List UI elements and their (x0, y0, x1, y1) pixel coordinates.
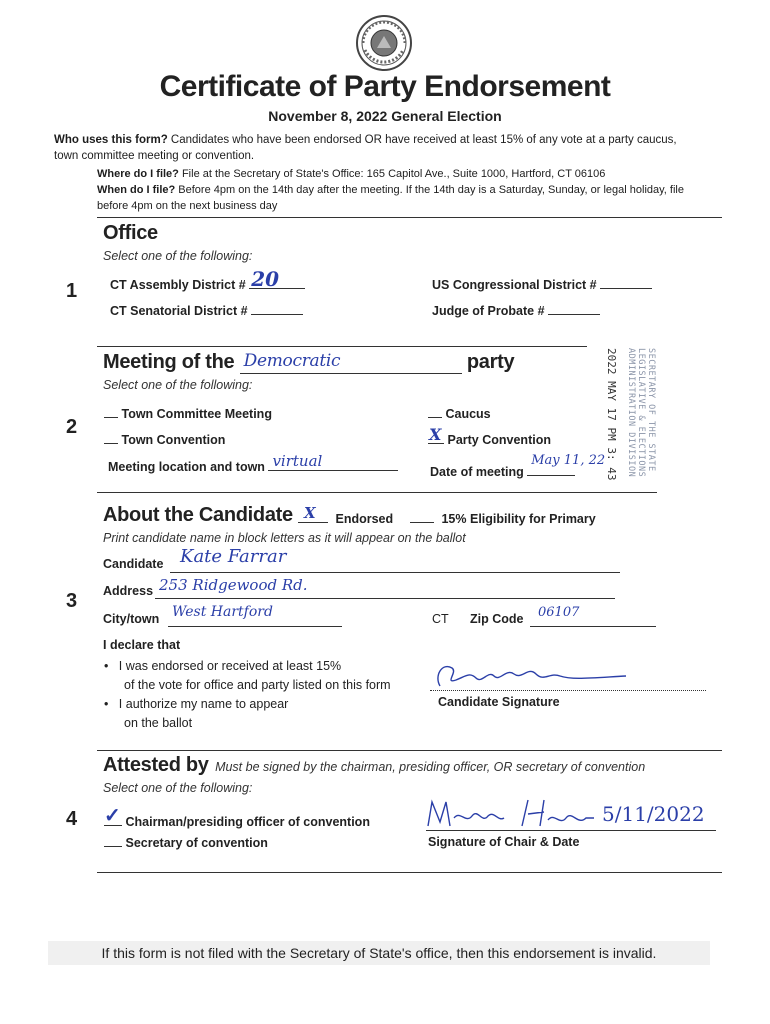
declaration-item: • I authorize my name to appear (104, 697, 289, 711)
town-committee-option[interactable] (104, 405, 272, 421)
town-convention-label: Town Convention (121, 433, 226, 447)
filing-info (97, 166, 707, 214)
secretary-checkbox[interactable] (104, 834, 122, 847)
ct-assembly-value: 20 (251, 267, 280, 291)
where-label: Where do I file? (97, 168, 179, 180)
received-stamp (590, 348, 660, 498)
section-4-heading: Attested by (103, 754, 209, 776)
endorsed-label: Endorsed (335, 512, 394, 526)
chair-label: Chairman/presiding officer of convention (125, 815, 370, 829)
section-4-instruction: Select one of the following: (103, 781, 253, 795)
declaration-item: • I was endorsed or received at least 15% (104, 659, 342, 673)
meeting-location-value: virtual (272, 452, 323, 470)
chair-option[interactable] (104, 805, 370, 829)
state-value: CT (432, 612, 449, 626)
chair-signature-field[interactable] (426, 800, 716, 831)
form-title: Certificate of Party Endorsement (159, 70, 611, 103)
declaration-item-cont (104, 676, 391, 695)
section-4-note: Must be signed by the chairman, presiding officer, OR secretary of convention (215, 760, 646, 774)
meeting-date-field[interactable] (430, 453, 606, 479)
chair-signature-date: 5/11/2022 (602, 802, 705, 826)
zip-label: Zip Code (470, 612, 524, 626)
eligibility-label: 15% Eligibility for Primary (441, 512, 596, 526)
who-uses-label: Who uses this form? (54, 134, 168, 146)
received-stamp-date: 2022 MAY 17 PM 3: 43 (605, 348, 618, 481)
eligibility-checkbox[interactable] (410, 510, 434, 523)
when-line (97, 182, 707, 214)
us-congress-label: US Congressional District # (432, 278, 597, 292)
footer-notice: If this form is not filed with the Secretary of State's office, then this endorsement is invalid. (101, 945, 657, 961)
declaration-item-cont (104, 714, 391, 733)
declaration-2a: I authorize my name to appear (118, 697, 289, 711)
caucus-option[interactable] (428, 405, 491, 421)
declare-label: I declare that (103, 638, 181, 652)
zip-field[interactable] (530, 605, 656, 627)
meeting-location-field[interactable] (108, 452, 398, 474)
address-label: Address (103, 584, 154, 598)
town-convention-option[interactable] (104, 431, 225, 447)
address-field[interactable] (155, 576, 615, 599)
town-convention-checkbox[interactable] (104, 431, 118, 444)
judge-probate-blank[interactable] (548, 302, 600, 315)
section-1-heading: Office (103, 222, 158, 244)
ct-senatorial-field[interactable] (110, 302, 303, 318)
where-line (97, 166, 707, 182)
party-value: Democratic (243, 351, 341, 371)
city-field[interactable] (168, 604, 342, 627)
chair-checkmark: ✓ (104, 805, 121, 827)
declaration-1b: of the vote for office and party listed on this form (124, 678, 391, 692)
party-convention-option[interactable] (428, 425, 551, 447)
caucus-label: Caucus (445, 407, 491, 421)
meeting-date-label: Date of meeting (430, 465, 524, 479)
who-uses-paragraph (54, 132, 694, 164)
where-text: File at the Secretary of State's Office: 165 Capitol Ave., Suite 1000, Hartford, CT 06106 (178, 168, 606, 180)
party-convention-checkbox[interactable] (428, 425, 444, 444)
town-committee-label: Town Committee Meeting (121, 407, 272, 421)
endorsed-option[interactable] (298, 504, 394, 526)
party-blank[interactable] (240, 353, 462, 374)
endorsed-mark: X (304, 504, 316, 522)
who-uses-text: Candidates who have been endorsed OR have received at least 15% of any vote at a party caucus, town committee meeting or convention. (54, 134, 677, 162)
us-congress-blank[interactable] (600, 276, 652, 289)
divider (97, 346, 587, 347)
state-seal-logo (355, 14, 413, 72)
section-1-number: 1 (66, 280, 78, 302)
meeting-location-blank[interactable] (268, 452, 398, 471)
section-2-heading (103, 351, 514, 374)
meeting-date-blank[interactable] (527, 453, 606, 476)
divider (97, 750, 722, 751)
section-2-number: 2 (66, 416, 78, 438)
section-4-number: 4 (66, 808, 78, 830)
secretary-label: Secretary of convention (125, 836, 268, 850)
caucus-checkbox[interactable] (428, 405, 442, 418)
candidate-signature-field[interactable] (430, 664, 706, 691)
chair-signature-label: Signature of Chair & Date (428, 835, 580, 849)
ct-assembly-label: CT Assembly District # (110, 278, 246, 292)
judge-probate-label: Judge of Probate # (432, 304, 545, 318)
zip-value: 06107 (538, 605, 580, 620)
when-label: When do I file? (97, 184, 176, 196)
section-3-instruction: Print candidate name in block letters as it will appear on the ballot (103, 531, 466, 545)
ct-senatorial-blank[interactable] (251, 302, 303, 315)
candidate-signature-scribble (430, 658, 630, 692)
ct-senatorial-label: CT Senatorial District # (110, 304, 248, 318)
town-committee-checkbox[interactable] (104, 405, 118, 418)
candidate-name-value: Kate Farrar (180, 546, 287, 567)
declaration-1a: I was endorsed or received at least 15% (118, 659, 342, 673)
ct-assembly-blank[interactable] (249, 267, 305, 291)
declaration-list (104, 657, 391, 733)
divider (97, 492, 657, 493)
ct-assembly-field[interactable] (110, 267, 305, 292)
when-text: Before 4pm on the 14th day after the meeting. If the 14th day is a Saturday, Sunday, or legal holiday, file before 4pm on the next business day (97, 184, 684, 212)
form-subtitle: November 8, 2022 General Election (268, 108, 502, 124)
section-1-instruction: Select one of the following: (103, 249, 253, 263)
section-2-instruction: Select one of the following: (103, 378, 253, 392)
judge-probate-field[interactable] (432, 302, 600, 318)
us-congress-field[interactable] (432, 276, 652, 292)
candidate-signature-label: Candidate Signature (438, 695, 560, 709)
meeting-of-the-label: Meeting of the (103, 351, 235, 373)
received-stamp-office: SECRETARY OF THE STATE LEGISLATIVE & ELECTIONS ADMINISTRATION DIVISION (626, 348, 656, 478)
secretary-option[interactable] (104, 834, 268, 850)
party-convention-label: Party Convention (447, 433, 551, 447)
party-convention-mark: X (429, 425, 442, 444)
city-label: City/town (103, 612, 160, 626)
section-3-heading: About the Candidate (103, 504, 293, 526)
candidate-label: Candidate (103, 557, 164, 571)
section-3-number: 3 (66, 590, 78, 612)
chair-checkbox[interactable] (104, 805, 122, 827)
endorsed-checkbox[interactable] (298, 504, 328, 523)
meeting-location-label: Meeting location and town (108, 460, 265, 474)
divider (97, 872, 722, 873)
section-4-header (103, 754, 645, 777)
declaration-2b: on the ballot (124, 716, 193, 730)
city-value: West Hartford (172, 604, 273, 620)
address-value: 253 Ridgewood Rd. (159, 576, 308, 594)
eligibility-option[interactable] (410, 510, 596, 526)
chair-signature-scribble (426, 796, 596, 830)
candidate-name-field[interactable] (170, 546, 620, 573)
divider (97, 217, 722, 218)
meeting-date-value: May 11, 22 (531, 453, 606, 468)
party-label: party (466, 351, 515, 373)
